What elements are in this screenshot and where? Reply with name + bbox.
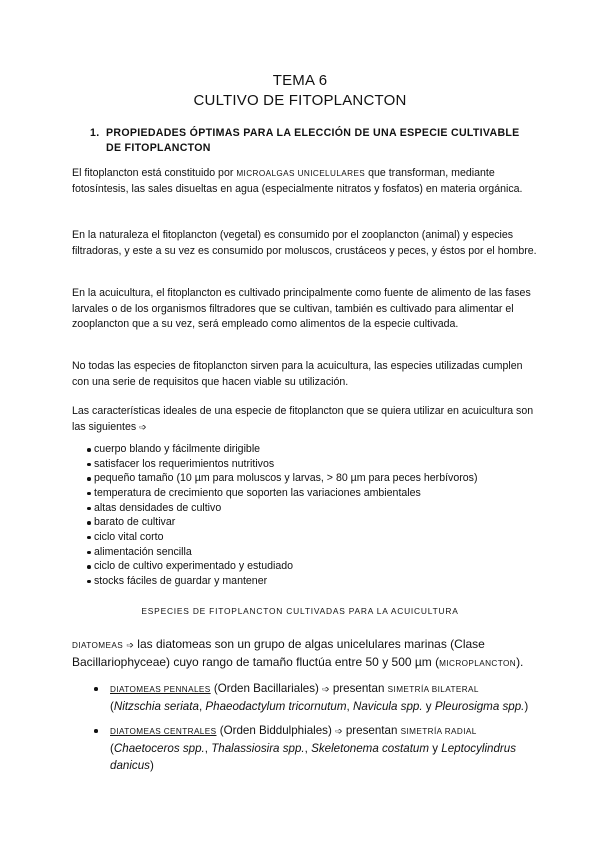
item-text: (: [110, 700, 114, 713]
item-text: (: [110, 742, 114, 755]
arrow-icon: ➩: [335, 726, 343, 736]
diatomeas-paragraph: [72, 636, 542, 672]
list-item: ciclo vital corto: [72, 530, 542, 545]
item-text: ): [524, 700, 529, 713]
requirements-list: [72, 442, 542, 589]
section-heading-line1: PROPIEDADES ÓPTIMAS PARA LA ELECCIÓN DE UNA ESPECIE CULTIVABLE: [106, 127, 520, 139]
pennales-item: [110, 680, 530, 715]
term-label: SIMETRÍA BILATERAL: [387, 685, 479, 694]
species-name: Leptocylindrus danicus: [110, 742, 517, 772]
species-name: Navicula spp.: [352, 700, 423, 713]
list-item: pequeño tamaño (10 µm para moluscos y larvas, > 80 µm para peces herbívoros): [72, 471, 542, 486]
paragraph-2: En la naturaleza el fitoplancton (vegetal) es consumido por el zooplancton (animal) y especies filtradoras, y este a su vez es consumido por moluscos, crustáceos y peces, y éstos por el hombre.: [72, 229, 537, 257]
paragraph-text: las diatomeas son un grupo de algas unicelulares marinas (Clase Bacillariophyceae) cuyo rango de tamaño fluctúa entre 50 y 500 µm (: [72, 637, 485, 669]
paragraph-4: No todas las especies de fitoplancton sirven para la acuicultura, las especies utilizadas cumplen con una serie de requisitos que hacen viable su utilización.: [72, 360, 523, 388]
item-text: (Orden Biddulphiales): [216, 724, 336, 737]
species-name: Chaetoceros spp.: [113, 742, 205, 755]
list-item: stocks fáciles de guardar y mantener: [72, 574, 542, 589]
species-name: Pleurosigma spp.: [434, 700, 525, 713]
term-label: SIMETRÍA RADIAL: [400, 727, 477, 736]
species-name: Phaeodactylum tricornutum: [205, 700, 347, 713]
term-label: DIATOMEAS: [72, 641, 124, 650]
list-item: cuerpo blando y fácilmente dirigible: [72, 442, 542, 457]
arrow-icon: ➩: [322, 684, 330, 694]
item-text: ,: [346, 700, 353, 713]
list-item: ciclo de cultivo experimentado y estudiado: [72, 559, 542, 574]
term-label: DIATOMEAS CENTRALES: [110, 727, 217, 736]
item-text: y: [429, 742, 442, 755]
arrow-icon: ➩: [139, 421, 147, 432]
paragraph-text: que transforman, mediante fotosíntesis, las sales disueltas en agua (especialmente nitratos y fosfatos) en materia orgánica.: [72, 167, 523, 195]
item-text: ,: [198, 700, 206, 713]
term-label: DIATOMEAS PENNALES: [110, 685, 211, 694]
paragraph-text: ).: [516, 655, 524, 669]
section-heading: [90, 126, 550, 156]
term-label: MICROPLANCTON: [439, 659, 517, 668]
arrow-icon: ➩: [126, 640, 134, 650]
list-item: satisfacer los requerimientos nutritivos: [72, 457, 542, 472]
centrales-item: [110, 722, 530, 774]
list-item: temperatura de crecimiento que soporten las variaciones ambientales: [72, 486, 542, 501]
list-item: barato de cultivar: [72, 515, 542, 530]
paragraph-5: [72, 404, 542, 435]
list-item: altas densidades de cultivo: [72, 501, 542, 516]
item-text: presentan: [342, 724, 401, 737]
paragraph-text: El fitoplancton está constituido por: [72, 167, 237, 179]
item-text: ): [149, 759, 154, 772]
section-heading-line2: DE FITOPLANCTON: [106, 142, 211, 154]
species-subheading: ESPECIES DE FITOPLANCTON CULTIVADAS PARA LA ACUICULTURA: [141, 606, 459, 616]
bullet-icon: [94, 729, 98, 733]
emphasis-term: MICROALGAS UNICELULARES: [236, 169, 366, 178]
document-title: TEMA 6: [272, 72, 328, 89]
document-subtitle: CULTIVO DE FITOPLANCTON: [193, 92, 407, 109]
item-text: y: [422, 700, 435, 713]
item-text: (Orden Bacillariales): [210, 682, 323, 695]
paragraph-3: En la acuicultura, el fitoplancton es cultivado principalmente como fuente de alimento de las fases larvales o de los organismos filtradores que se cultivan, también es cultivado para alimentar el zooplancton que a su vez, será empleado como alimentos de la especie cultivada.: [72, 287, 531, 330]
species-name: Nitzschia seriata: [113, 700, 199, 713]
bullet-icon: [94, 687, 98, 691]
paragraph-text: Las características ideales de una especie de fitoplancton que se quiera utilizar en acuicultura son las siguientes: [72, 405, 534, 433]
item-text: ,: [204, 742, 212, 755]
species-name: Skeletonema costatum: [311, 742, 430, 755]
species-name: Thalassiosira spp.: [211, 742, 305, 755]
item-text: presentan: [329, 682, 388, 695]
paragraph-1: [72, 166, 542, 197]
list-item: alimentación sencilla: [72, 545, 542, 560]
section-number: 1.: [90, 127, 100, 139]
item-text: ,: [304, 742, 312, 755]
